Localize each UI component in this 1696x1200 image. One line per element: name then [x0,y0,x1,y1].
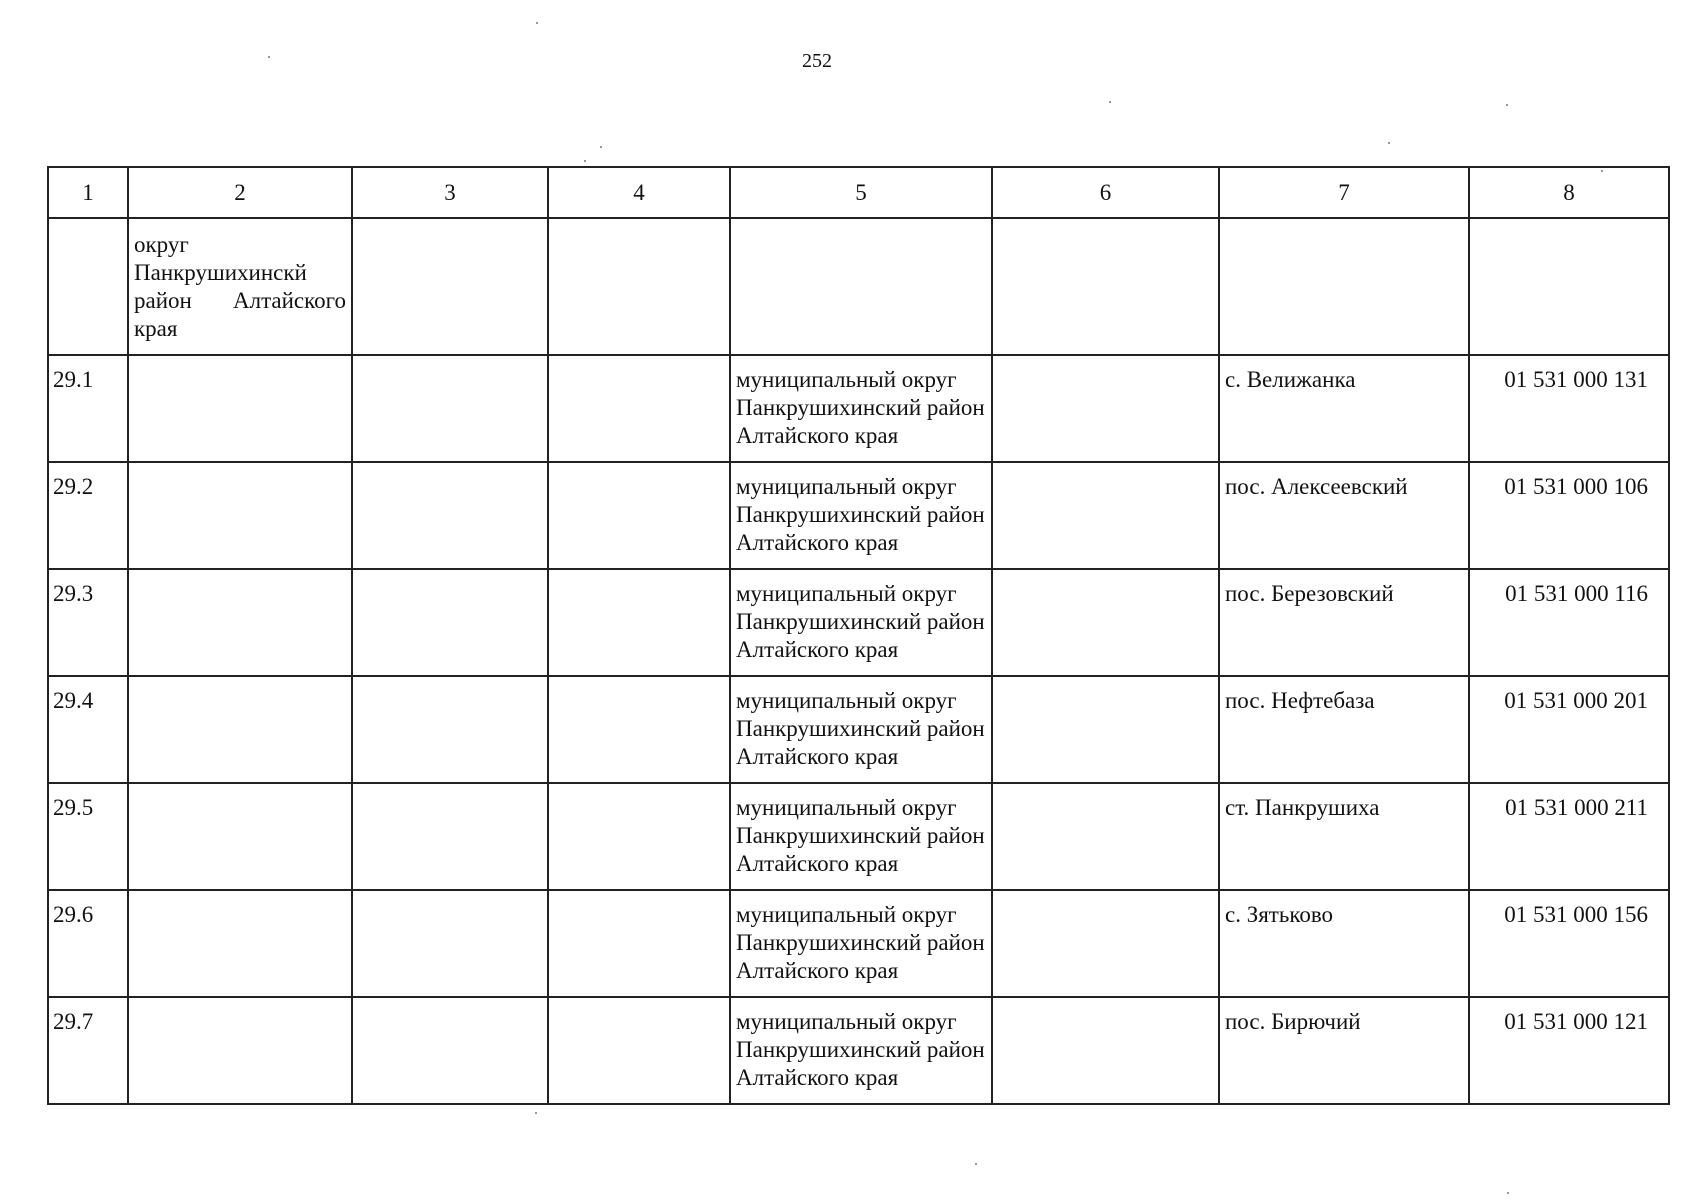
locality-name: с. Велижанка [1225,367,1356,392]
municipality-name: муниципальный округ Панкрушихинский район Алтайского края [736,1009,985,1090]
table-cell [128,462,352,569]
locality-name: ст. Панкрушиха [1225,795,1380,820]
locality-name: пос. Бирючий [1225,1009,1361,1034]
column-header-6: 6 [992,167,1219,218]
scan-speck [1109,101,1111,103]
row-number: 29.6 [53,902,94,927]
table-cell [730,676,992,783]
table-cell [352,676,548,783]
table-cell [1219,218,1469,355]
scan-speck [975,1163,977,1165]
table-row [48,783,1669,890]
table-cell [548,890,730,997]
table-cell [48,355,128,462]
scan-speck [600,146,602,148]
table-cell [128,783,352,890]
oktmo-code: 01 531 000 131 [1504,367,1648,392]
municipality-name: муниципальный округ Панкрушихинский район Алтайского края [736,688,985,769]
table-cell [548,783,730,890]
table-cell [1469,676,1669,783]
table-cell [992,890,1219,997]
table-cell [730,355,992,462]
table-cell [128,569,352,676]
municipality-name: муниципальный округ Панкрушихинский район Алтайского края [736,902,985,983]
row-number: 29.4 [53,688,94,713]
column-header-8: 8 [1469,167,1669,218]
table-cell [992,676,1219,783]
column-header-1: 1 [48,167,128,218]
table-cell [992,569,1219,676]
table-cell [1469,218,1669,355]
table-cell [128,355,352,462]
table-cell [730,783,992,890]
table-cell [1219,890,1469,997]
table-cell [730,569,992,676]
table-cell [128,218,352,355]
settlements-table [47,166,1670,1105]
district-name: округ Панкрушихинскй район Алтайского края [134,232,346,341]
scan-speck [268,56,270,58]
table-row [48,890,1669,997]
table-cell [1219,569,1469,676]
table-cell [1219,783,1469,890]
table-cell [48,676,128,783]
row-number: 29.2 [53,474,94,499]
oktmo-code: 01 531 000 106 [1504,474,1648,499]
municipality-name: муниципальный округ Панкрушихинский район Алтайского края [736,367,985,448]
table-cell [48,890,128,997]
oktmo-code: 01 531 000 121 [1504,1009,1648,1034]
table-cell [992,218,1219,355]
municipality-name: муниципальный округ Панкрушихинский район Алтайского края [736,581,985,662]
oktmo-code: 01 531 000 211 [1505,795,1648,820]
table-cell [1469,569,1669,676]
municipality-name: муниципальный округ Панкрушихинский район Алтайского края [736,795,985,876]
locality-name: пос. Алексеевский [1225,474,1408,499]
scan-speck [536,22,538,24]
table-cell [730,218,992,355]
page-number: 252 [802,50,832,72]
table-cell [128,676,352,783]
scan-speck [1601,170,1603,172]
table-cell [992,997,1219,1104]
table-row [48,676,1669,783]
header-row [48,167,1669,218]
table-cell [1219,355,1469,462]
column-header-4: 4 [548,167,730,218]
table-cell [352,890,548,997]
scan-speck [535,1112,537,1114]
table-cell [48,569,128,676]
scan-speck [1507,1192,1509,1194]
table-cell [548,462,730,569]
table-cell [352,462,548,569]
table-cell [352,997,548,1104]
table-cell [730,462,992,569]
column-header-7: 7 [1219,167,1469,218]
table-cell [1469,355,1669,462]
table-cell [48,997,128,1104]
row-number: 29.5 [53,795,94,820]
row-number: 29.7 [53,1009,94,1034]
table-cell [548,997,730,1104]
locality-name: пос. Нефтебаза [1225,688,1375,713]
table-cell [352,355,548,462]
table-cell [548,355,730,462]
table-cell [352,569,548,676]
continuation-row [48,218,1669,355]
scan-speck [1506,104,1508,106]
table-cell [1219,997,1469,1104]
table-cell [1219,676,1469,783]
table-cell [128,997,352,1104]
scan-speck [1388,142,1390,144]
table-cell [548,569,730,676]
row-number: 29.1 [53,367,94,392]
table-cell [992,355,1219,462]
oktmo-code: 01 531 000 116 [1505,581,1648,606]
table-row [48,355,1669,462]
table-cell [48,218,128,355]
table-cell [48,783,128,890]
column-header-3: 3 [352,167,548,218]
table-cell [1469,783,1669,890]
table-cell [1469,997,1669,1104]
table-cell [1219,462,1469,569]
locality-name: пос. Березовский [1225,581,1394,606]
table-cell [48,462,128,569]
table-cell [1469,462,1669,569]
table-cell [992,462,1219,569]
table-row [48,462,1669,569]
table-cell [992,783,1219,890]
oktmo-code: 01 531 000 156 [1504,902,1648,927]
table-cell [352,218,548,355]
column-header-2: 2 [128,167,352,218]
table-cell [128,890,352,997]
table-cell [548,218,730,355]
column-header-5: 5 [730,167,992,218]
table-cell [730,997,992,1104]
table-cell [730,890,992,997]
locality-name: с. Зятьково [1225,902,1334,927]
row-number: 29.3 [53,581,94,606]
table-cell [352,783,548,890]
scan-speck [584,160,586,162]
table-cell [1469,890,1669,997]
table-row [48,569,1669,676]
table-cell [548,676,730,783]
oktmo-code: 01 531 000 201 [1504,688,1648,713]
table-row [48,997,1669,1104]
municipality-name: муниципальный округ Панкрушихинский район Алтайского края [736,474,985,555]
